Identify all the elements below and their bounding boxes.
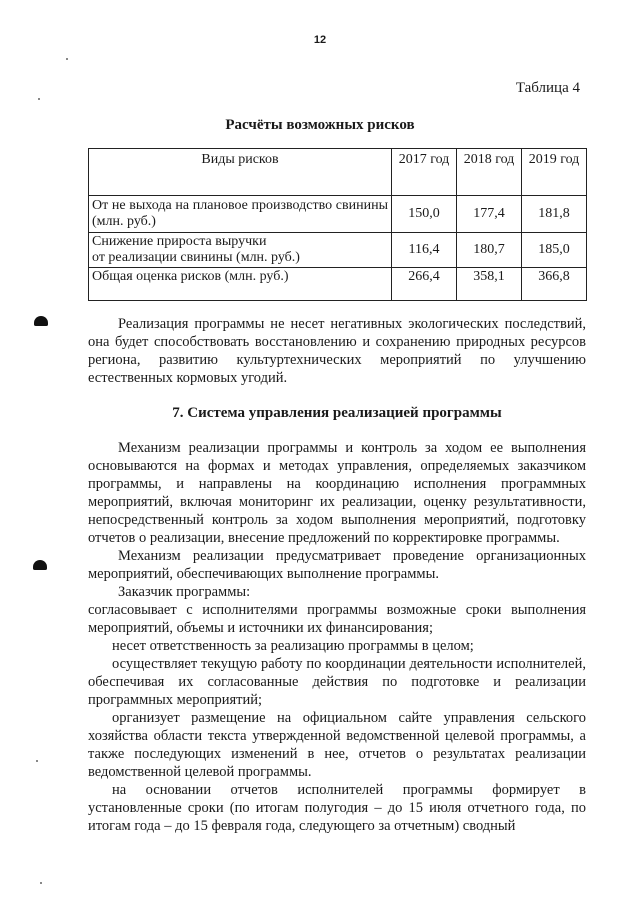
risks-table — [88, 148, 587, 301]
body-text — [88, 315, 586, 835]
cell-value: 180,7 — [457, 233, 522, 268]
table-label: Таблица 4 — [515, 80, 580, 96]
cell-value: 150,0 — [392, 196, 457, 233]
paragraph-website: организует размещение на официальном сайте управления сельского хозяйства области текста утвержденной ведомственной целевой программы, а также последующих изменений в нее, отчетов о результатах реализации ведомственной целевой программы. — [88, 710, 586, 780]
page-number: 12 — [313, 34, 327, 46]
header-year-2019: 2019 год — [522, 149, 587, 196]
paragraph-customer: Заказчик программы: — [118, 584, 251, 600]
paragraph-mechanism: Механизм реализации программы и контроль за ходом ее выполнения основываются на формах и методах управления, определяемых заказчиком программы, и направлены на координацию исполнения программных мероприятий, включая мониторинг их реализации, оценку результативности, непосредственный контроль за ходом выполнения мероприятий, подготовку отчетов о реализации, внесение предложений по корректировке программы. — [88, 440, 586, 546]
cell-value: 358,1 — [457, 268, 522, 301]
table-title: Расчёты возможных рисков — [225, 117, 415, 133]
row-desc-revenue — [89, 233, 392, 268]
cell-value: 177,4 — [457, 196, 522, 233]
paragraph-ecology: Реализация программы не несет негативных экологических последствий, она будет способствовать восстановлению и сохранению природных ресурсов региона, развитию культуртехнических мероприятий по улучшению естественных кормовых угодий. — [88, 316, 586, 386]
row-desc-production: От не выхода на плановое производство свинины (млн. руб.) — [89, 196, 392, 233]
section-heading: 7. Система управления реализацией программы — [172, 405, 502, 421]
paragraph-reports: на основании отчетов исполнителей программы формирует в установленные сроки (по итогам полугодия – до 15 июля отчетного года, по итогам года – до 15 февраля года, следующего за отчетным) сводный — [88, 782, 586, 834]
punch-hole-mark-top — [34, 316, 48, 326]
paragraph-agrees: согласовывает с исполнителями программы возможные сроки выполнения мероприятий, объемы и источники их финансирования; — [88, 602, 586, 636]
table-header-row — [89, 149, 587, 196]
cell-value: 181,8 — [522, 196, 587, 233]
paragraph-coordination: осуществляет текущую работу по координации деятельности исполнителей, обеспечивая их согласованные действия по подготовке и реализации программных мероприятий; — [88, 656, 586, 708]
header-year-2018: 2018 год — [457, 149, 522, 196]
scan-speck — [38, 98, 40, 100]
scan-speck — [36, 760, 38, 762]
table-row — [89, 196, 587, 233]
header-year-2017: 2017 год — [392, 149, 457, 196]
row-desc-total: Общая оценка рисков (млн. руб.) — [89, 268, 392, 301]
scan-speck — [66, 58, 68, 60]
table-row — [89, 268, 587, 301]
paragraph-responsible: несет ответственность за реализацию программы в целом; — [112, 638, 474, 654]
table-row — [89, 233, 587, 268]
cell-value: 185,0 — [522, 233, 587, 268]
paragraph-organizational: Механизм реализации предусматривает проведение организационных мероприятий, обеспечивающих выполнение программы. — [88, 548, 586, 582]
cell-value: 366,8 — [522, 268, 587, 301]
row-desc-revenue-line2: от реализации свинины (млн. руб.) — [92, 250, 300, 265]
cell-value: 266,4 — [392, 268, 457, 301]
punch-hole-mark-bottom — [33, 560, 47, 570]
header-risk-types: Виды рисков — [89, 149, 392, 196]
scan-speck — [40, 882, 42, 884]
row-desc-revenue-line1: Снижение прироста выручки — [92, 234, 267, 249]
cell-value: 116,4 — [392, 233, 457, 268]
